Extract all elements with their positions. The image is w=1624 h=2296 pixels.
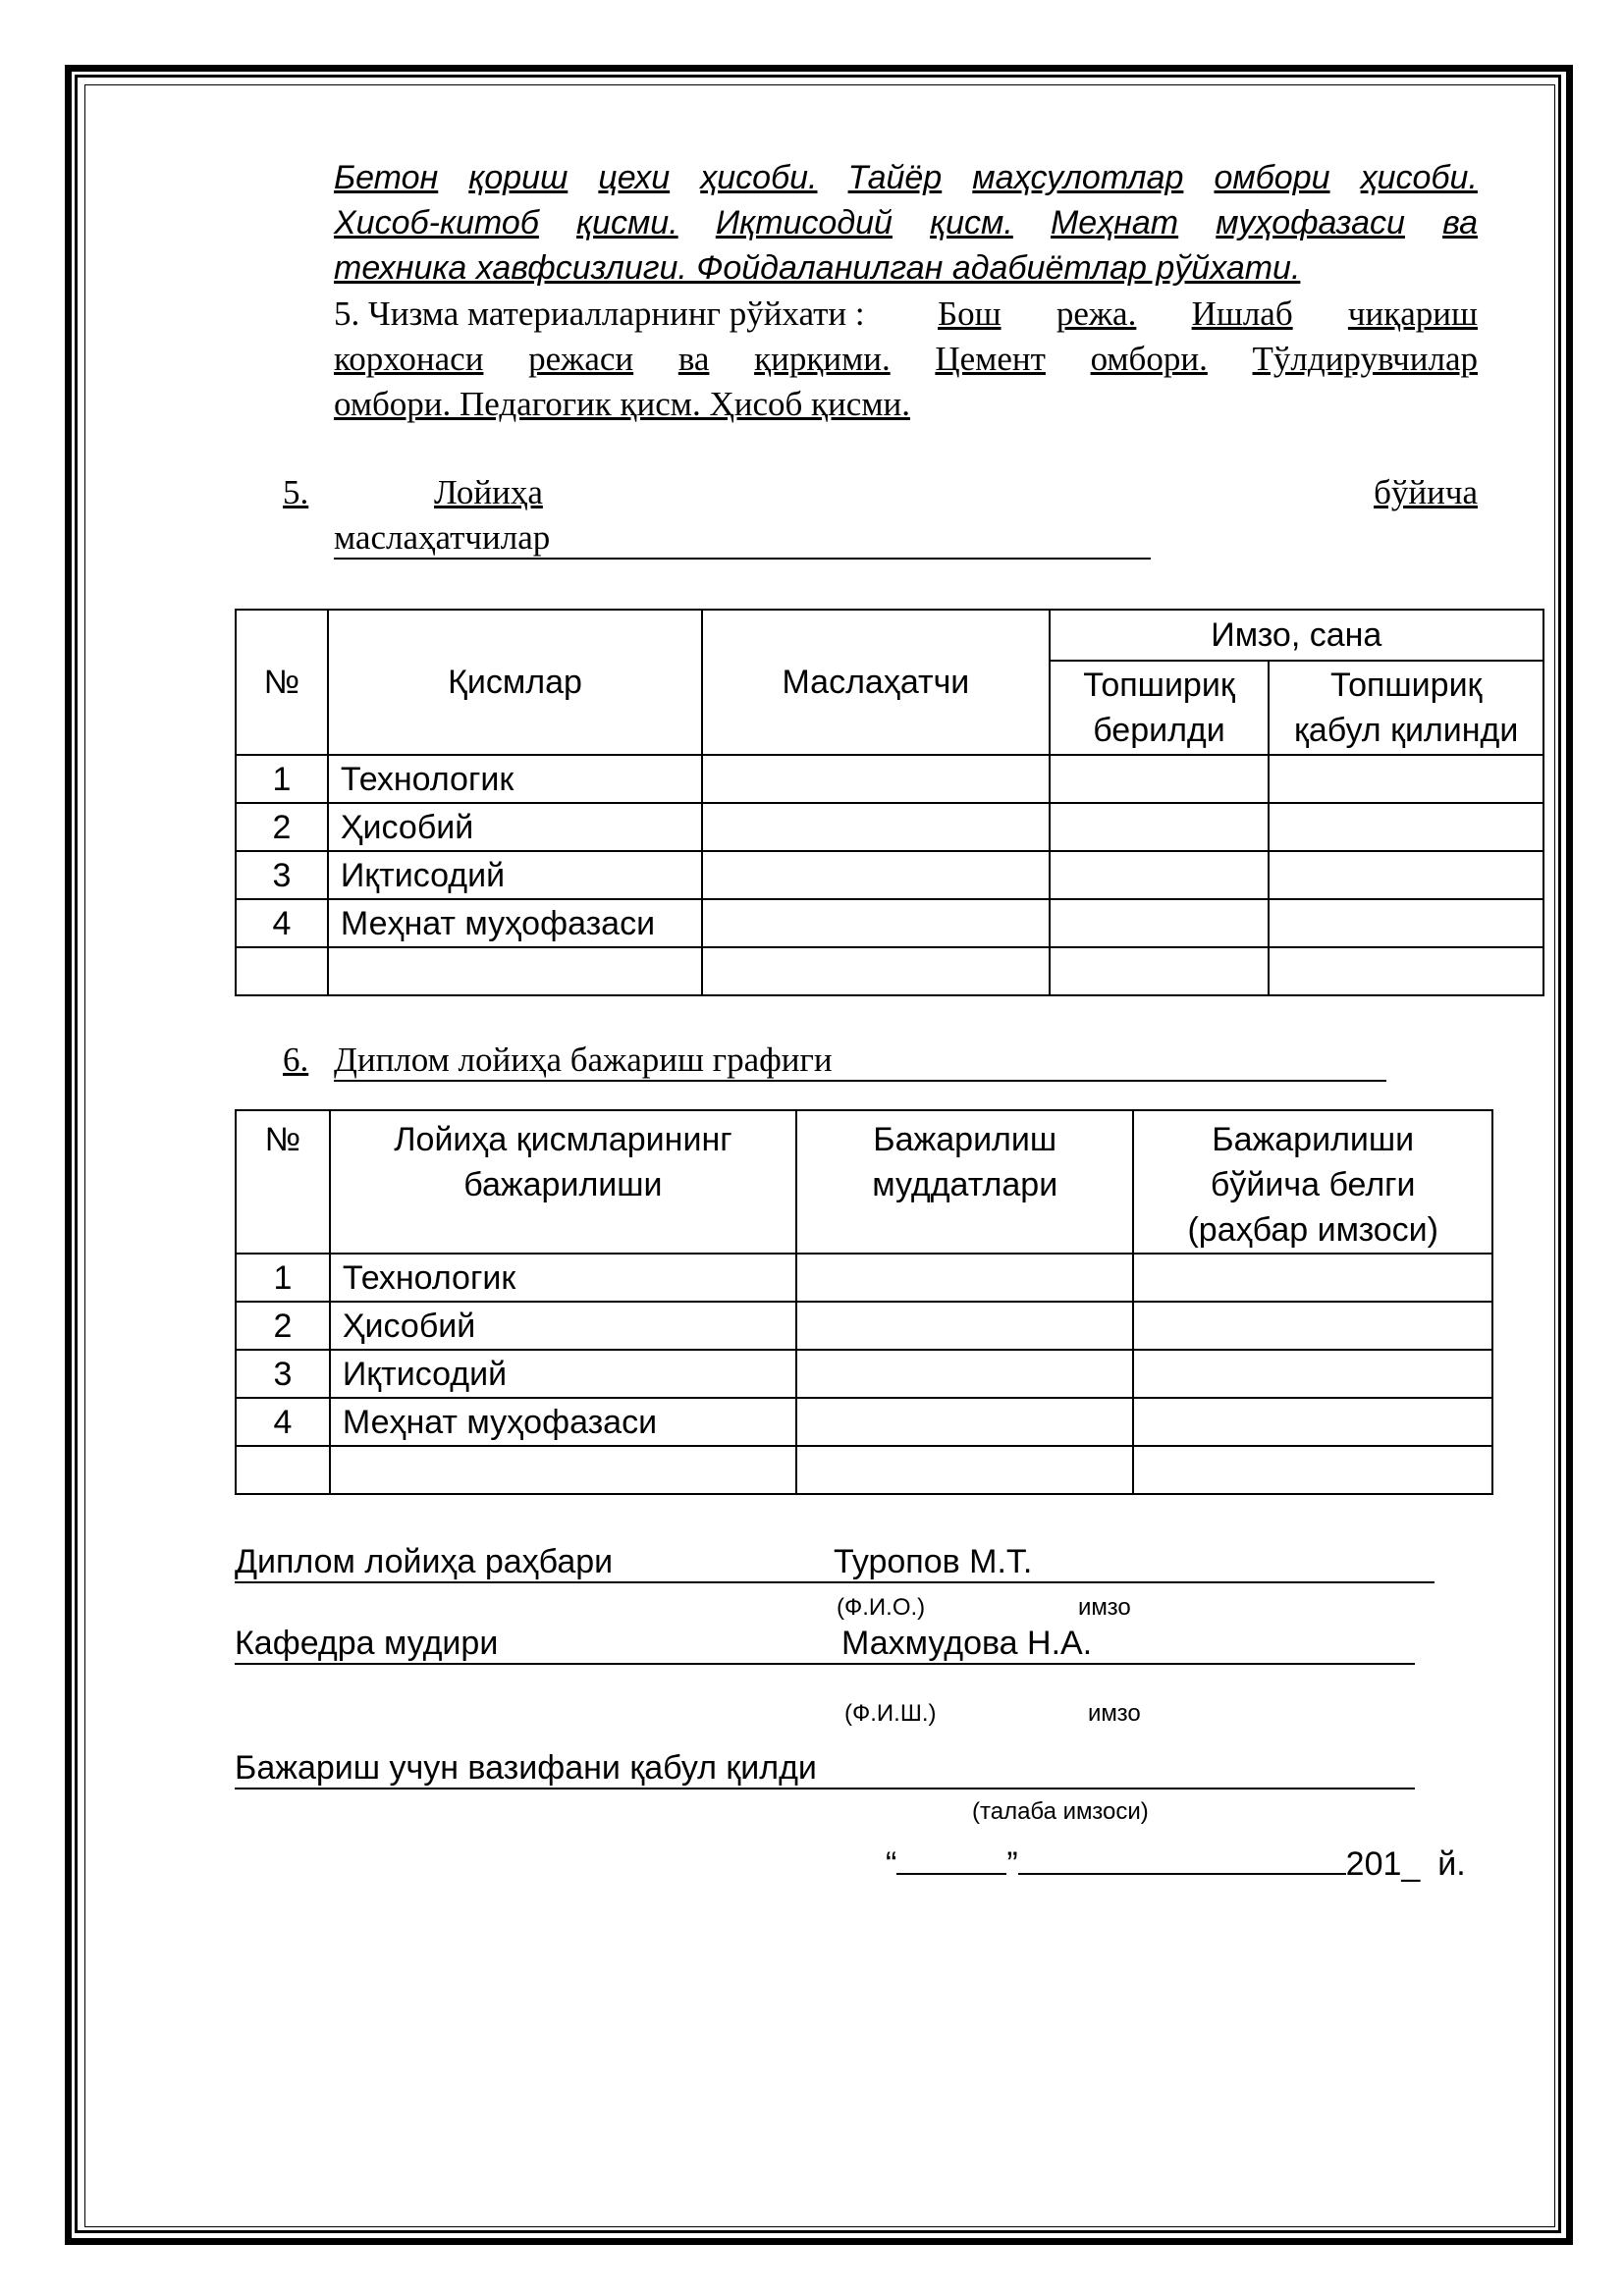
table-row <box>236 1350 1492 1398</box>
header-completion-mark <box>1133 1110 1492 1254</box>
header-task-accepted <box>1269 661 1543 755</box>
table-row <box>236 755 1543 803</box>
date-line <box>886 1845 1466 1884</box>
header-line: (раҳбар имзоси) <box>1187 1211 1438 1249</box>
word: омбори <box>1214 159 1330 196</box>
cell-given[interactable] <box>1050 899 1270 947</box>
cell-given[interactable] <box>1050 803 1270 851</box>
row-num: 1 <box>236 1254 330 1302</box>
word: ҳисоби. <box>700 159 818 196</box>
cell-consultant[interactable] <box>702 947 1049 995</box>
row-name: Ҳисобий <box>328 803 702 851</box>
fio-caption: (Ф.И.О.) <box>837 1594 926 1621</box>
cell-deadline[interactable] <box>796 1446 1134 1494</box>
word: Бетон <box>334 159 439 196</box>
item5-line2 <box>334 340 1478 379</box>
cell-deadline[interactable] <box>796 1398 1134 1446</box>
table-row <box>236 1302 1492 1350</box>
row-name: Меҳнат муҳофазаси <box>328 899 702 947</box>
word: ҳисоби. <box>1360 159 1478 196</box>
word: ва <box>1442 204 1478 241</box>
student-sign-caption: (талаба имзоси) <box>972 1798 1149 1825</box>
word: Меҳнат <box>1050 204 1179 241</box>
word: қисми. <box>576 204 678 241</box>
table-row <box>236 947 1543 995</box>
cell-accepted[interactable] <box>1269 899 1543 947</box>
item5-line1 <box>938 294 1478 334</box>
word: Цемент <box>935 340 1046 378</box>
row-num <box>236 1446 330 1494</box>
supervisor-name: Туропов М.Т. <box>834 1543 1435 1583</box>
header-line: Бажарилиши <box>1212 1121 1415 1158</box>
word: қисм. <box>930 204 1013 241</box>
section5-line1 <box>334 473 1478 512</box>
year-suffix: й. <box>1437 1845 1466 1883</box>
item5-label: 5. Чизма материалларнинг рўйхати : <box>334 294 865 333</box>
row-num: 3 <box>236 851 328 899</box>
row-num <box>236 947 328 995</box>
row-name: Технологик <box>328 755 702 803</box>
section4-line3: техника хавфсизлиги. Фойдаланилган адабиётлар рўйхати. <box>334 249 1301 287</box>
consultants-label: маслаҳатчилар <box>334 518 1151 560</box>
section6-title-wrap <box>334 1041 1386 1082</box>
header-line: бўйича белги <box>1210 1166 1416 1203</box>
header-line: Топшириқ <box>1329 667 1483 704</box>
row-num: 2 <box>236 1302 330 1350</box>
cell-deadline[interactable] <box>796 1350 1134 1398</box>
header-line: бажарилиши <box>463 1166 663 1203</box>
row-num: 3 <box>236 1350 330 1398</box>
accepted-label: Бажариш учун вазифани қабул қилди <box>235 1749 1415 1789</box>
header-line: муддатлари <box>872 1166 1058 1203</box>
table-row <box>236 803 1543 851</box>
word: қирқими. <box>754 340 891 378</box>
section4-line2 <box>334 204 1478 242</box>
header-task-given <box>1050 661 1270 755</box>
close-quote: ” <box>1006 1845 1018 1883</box>
row-num: 4 <box>236 1398 330 1446</box>
row-num: 1 <box>236 755 328 803</box>
section6-number: 6. <box>283 1041 309 1079</box>
supervisor-line <box>235 1543 1435 1583</box>
header-num: № <box>236 610 328 755</box>
table-row <box>236 899 1543 947</box>
fish-caption: (Ф.И.Ш.) <box>844 1700 937 1727</box>
word: корхонаси <box>334 340 484 378</box>
header-line: Топшириқ <box>1083 667 1235 704</box>
header-execution <box>330 1110 796 1254</box>
row-name: Ҳисобий <box>330 1302 796 1350</box>
cell-given[interactable] <box>1050 947 1270 995</box>
section5-number: 5. <box>283 473 309 511</box>
row-name: Меҳнат муҳофазаси <box>330 1398 796 1446</box>
word: Иқтисодий <box>715 204 893 241</box>
header-consultant: Маслаҳатчи <box>702 610 1049 755</box>
word: Тайёр <box>847 159 943 196</box>
imzo-caption-2: имзо <box>1088 1700 1141 1727</box>
section4-line1 <box>334 159 1478 197</box>
word: Ишлаб <box>1191 294 1293 333</box>
accepted-line <box>235 1749 1415 1789</box>
header-deadlines <box>796 1110 1134 1254</box>
word: Бош <box>938 294 1001 333</box>
cell-deadline[interactable] <box>796 1254 1134 1302</box>
imzo-caption-1: имзо <box>1078 1594 1131 1621</box>
header-line: берилди <box>1093 712 1225 749</box>
cell-accepted[interactable] <box>1269 755 1543 803</box>
cell-mark[interactable] <box>1133 1302 1492 1350</box>
head-name: Махмудова Н.А. <box>841 1625 1415 1665</box>
header-num: № <box>236 1110 330 1254</box>
header-line: Лойиҳа қисмларининг <box>394 1121 732 1158</box>
cell-mark[interactable] <box>1133 1398 1492 1446</box>
word: Лойиҳа <box>434 473 543 511</box>
head-label: Кафедра мудири <box>235 1625 841 1665</box>
header-line: қабул қилинди <box>1294 712 1519 749</box>
table-row <box>236 1254 1492 1302</box>
consultants-table <box>235 609 1544 996</box>
schedule-title: Диплом лойиҳа бажариш графиги <box>334 1041 1386 1082</box>
cell-accepted[interactable] <box>1269 947 1543 995</box>
day-blank[interactable] <box>896 1873 1006 1875</box>
word: омбори. <box>1090 340 1208 378</box>
year: 201_ <box>1345 1845 1421 1883</box>
word: чиқариш <box>1347 294 1478 333</box>
schedule-table <box>235 1109 1493 1495</box>
item5-line3: омбори. Педагогик қисм. Ҳисоб қисми. <box>334 385 910 423</box>
header-sign-date: Имзо, сана <box>1050 610 1543 661</box>
cell-deadline[interactable] <box>796 1302 1134 1350</box>
word: Тўлдирувчилар <box>1252 340 1478 378</box>
row-name <box>328 947 702 995</box>
cell-consultant[interactable] <box>702 899 1049 947</box>
section5-line2 <box>334 518 1151 560</box>
cell-consultant[interactable] <box>702 803 1049 851</box>
row-name: Технологик <box>330 1254 796 1302</box>
word: цехи <box>598 159 671 196</box>
row-name <box>330 1446 796 1494</box>
word: режаси <box>528 340 634 378</box>
cell-given[interactable] <box>1050 851 1270 899</box>
month-blank[interactable] <box>1018 1873 1346 1875</box>
row-name: Иқтисодий <box>330 1350 796 1398</box>
table-row <box>236 1398 1492 1446</box>
cell-mark[interactable] <box>1133 1446 1492 1494</box>
header-parts: Қисмлар <box>328 610 702 755</box>
word: Хисоб-китоб <box>334 204 539 241</box>
word: ва <box>677 340 710 378</box>
cell-mark[interactable] <box>1133 1254 1492 1302</box>
supervisor-label: Диплом лойиҳа раҳбари <box>235 1543 834 1583</box>
row-num: 4 <box>236 899 328 947</box>
cell-given[interactable] <box>1050 755 1270 803</box>
cell-mark[interactable] <box>1133 1350 1492 1398</box>
cell-accepted[interactable] <box>1269 803 1543 851</box>
open-quote: “ <box>886 1845 897 1883</box>
table-row <box>236 1446 1492 1494</box>
table-row <box>236 851 1543 899</box>
cell-accepted[interactable] <box>1269 851 1543 899</box>
head-line <box>235 1625 1415 1665</box>
cell-consultant[interactable] <box>702 851 1049 899</box>
cell-consultant[interactable] <box>702 755 1049 803</box>
word: бўйича <box>1374 473 1478 511</box>
row-num: 2 <box>236 803 328 851</box>
word: қориш <box>468 159 568 196</box>
row-name: Иқтисодий <box>328 851 702 899</box>
word: муҳофазаси <box>1216 204 1405 241</box>
header-line: Бажарилиш <box>873 1121 1057 1158</box>
word: режа. <box>1056 294 1137 333</box>
word: маҳсулотлар <box>972 159 1184 196</box>
